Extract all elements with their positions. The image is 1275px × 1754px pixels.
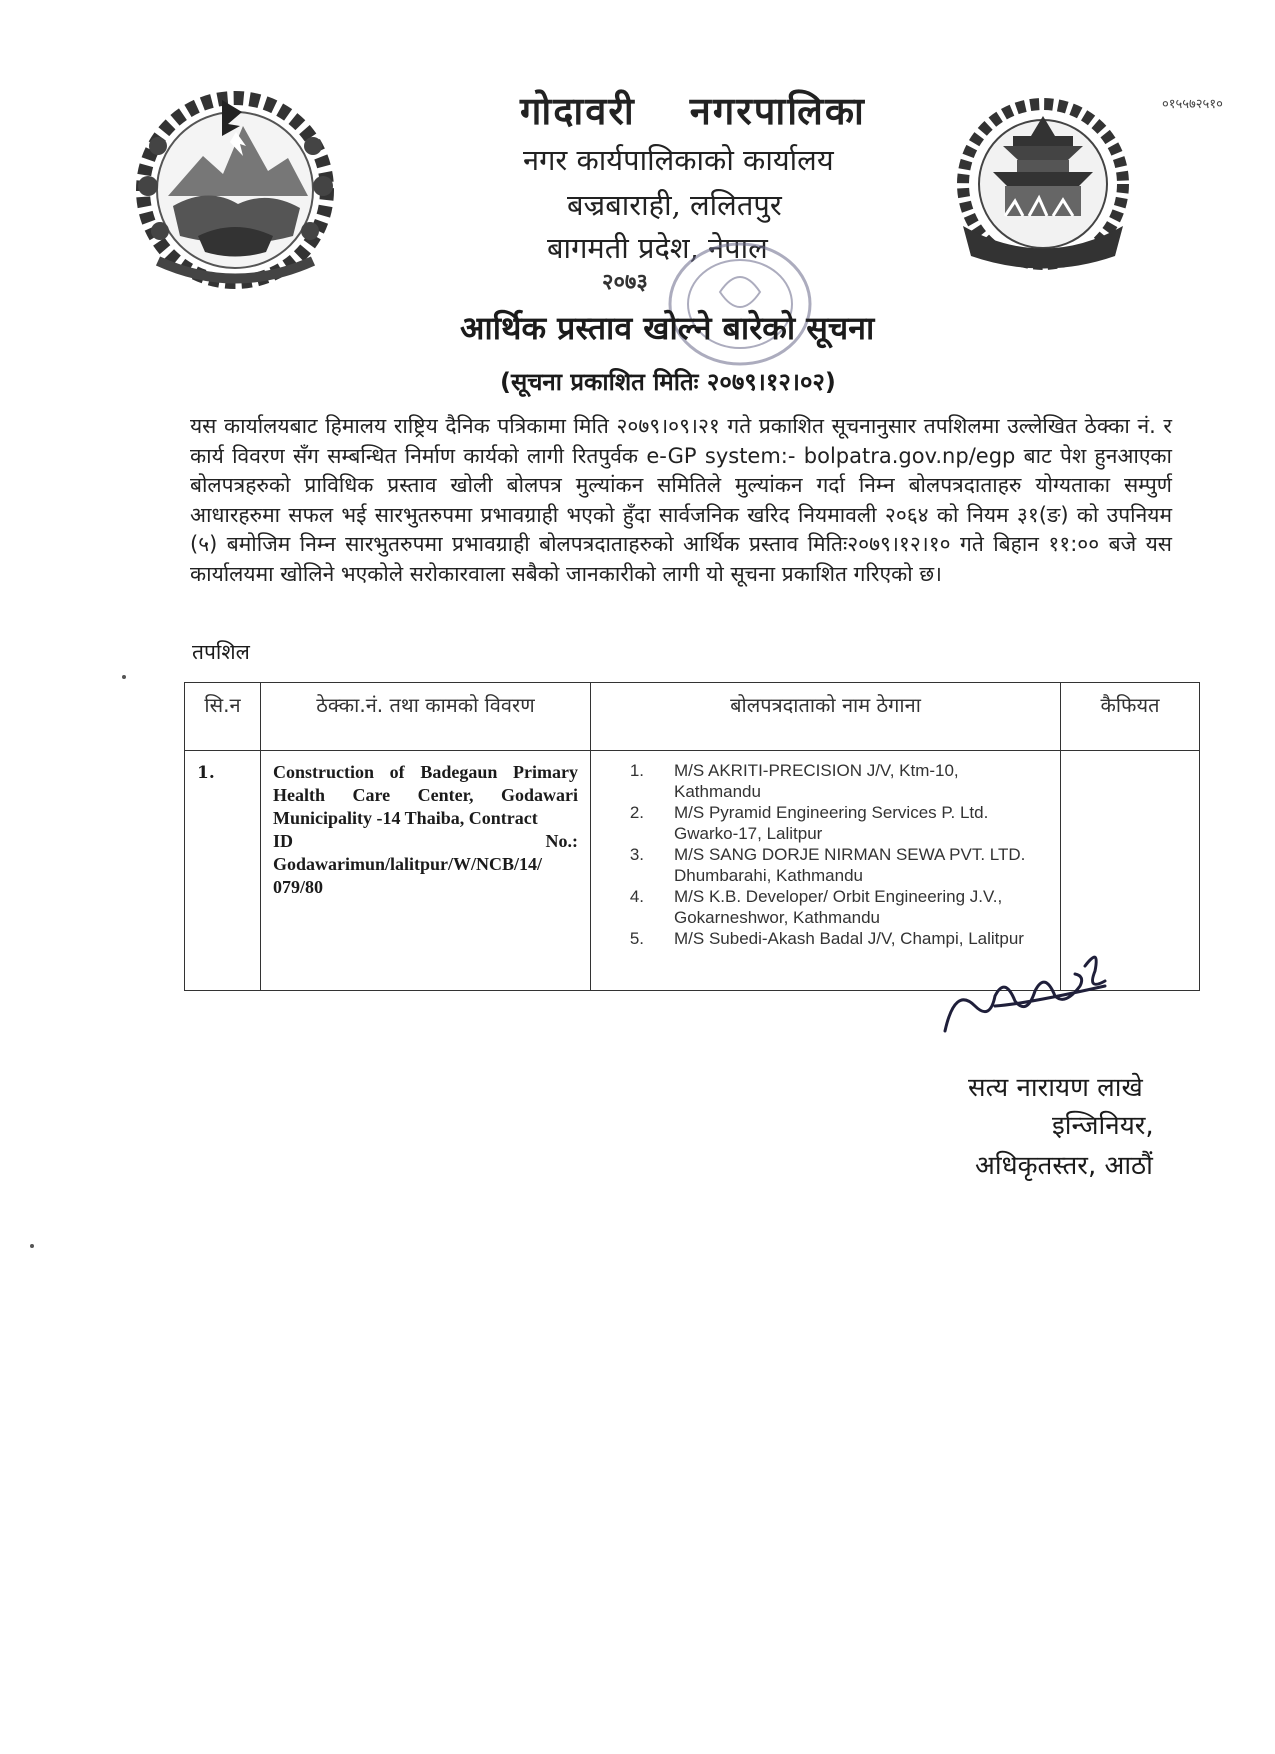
bidders-list	[592, 752, 1059, 957]
bidder-number: 5.	[629, 929, 644, 948]
province-country: बागमती प्रदेश, नेपाल	[547, 231, 768, 265]
municipality-name-word1: गोदावरी	[520, 88, 636, 133]
contract-id-line	[273, 830, 578, 853]
list-item	[592, 886, 1059, 928]
notice-published-date: (सूचना प्रकाशित मितिः २०७९।१२।०२)	[500, 368, 836, 396]
municipality-name	[520, 84, 866, 136]
list-item	[592, 844, 1059, 886]
nepal-government-emblem-icon	[128, 86, 343, 291]
signatory-level: अधिकृतस्तर, आठौं	[975, 1151, 1153, 1181]
column-header-remarks: कैफियत	[1061, 683, 1200, 751]
office-address: बज्रबाराही, ललितपुर	[567, 188, 782, 222]
bidder-number: 3.	[629, 845, 644, 864]
list-item	[592, 760, 1059, 802]
contract-no-label: No.:	[545, 831, 578, 851]
column-header-contract: ठेक्का.नं. तथा कामको विवरण	[261, 683, 591, 751]
established-year: २०७३	[602, 269, 648, 295]
scan-speck	[122, 675, 126, 679]
godawari-municipality-logo-icon	[943, 96, 1143, 271]
bidder-name: M/S K.B. Developer/ Orbit Engineering J.V., Gokarneshwor, Kathmandu	[674, 887, 1003, 927]
bidder-name: M/S AKRITI-PRECISION J/V, Ktm-10, Kathmandu	[674, 761, 959, 801]
bidder-name: M/S Pyramid Engineering Services P. Ltd. Gwarko-17, Lalitpur	[674, 803, 989, 843]
contract-title: Construction of Badegaun Primary Health Care Center, Godawari Municipality -14 Thaiba, Contract	[273, 762, 578, 828]
bidders-table	[184, 682, 1200, 991]
office-stamp-icon	[660, 232, 825, 372]
bidder-name: M/S Subedi-Akash Badal J/V, Champi, Lalitpur	[674, 929, 1024, 948]
row-sn: 1.	[185, 751, 261, 991]
office-name: नगर कार्यपालिकाको कार्यालय	[523, 143, 834, 177]
column-header-bidders: बोलपत्रदाताको नाम ठेगाना	[591, 683, 1061, 751]
municipality-name-word2: नगरपालिका	[689, 88, 866, 133]
notice-title: आर्थिक प्रस्ताव खोल्ने बारेको सूचना	[460, 309, 875, 347]
contract-number: Godawarimun/lalitpur/W/NCB/14/ 079/80	[273, 854, 543, 897]
signatory-name: सत्य नारायण लाखे	[968, 1073, 1143, 1103]
bidder-number: 4.	[629, 887, 644, 906]
bidder-name: M/S SANG DORJE NIRMAN SEWA PVT. LTD. Dhumbarahi, Kathmandu	[674, 845, 1026, 885]
bidder-number: 1.	[629, 761, 644, 780]
contract-id-label: ID	[273, 831, 294, 851]
table-header-row	[185, 683, 1200, 751]
reference-number: ०१५५७२५१०	[1162, 97, 1223, 112]
contract-description	[261, 751, 591, 991]
handwritten-signature-icon	[935, 946, 1125, 1046]
scan-speck	[30, 1244, 34, 1248]
list-item	[592, 802, 1059, 844]
bidder-number: 2.	[629, 803, 644, 822]
notice-body: यस कार्यालयबाट हिमालय राष्ट्रिय दैनिक पत्रिकामा मिति २०७९।०९।२१ गते प्रकाशित सूचनानुसार तपशिलमा उल्लेखित ठेक्का नं. र कार्य विवरण सँग सम्बन्धित निर्माण कार्यको लागी रितपुर्वक e-GP system:- bolpatra.gov.np/egp बाट पेश हुनआएका बोलपत्रहरुको प्राविधिक प्रस्ताव खोली बोलपत्र मुल्यांकन समितिले मुल्यांकन गर्दा निम्न बोलपत्रदाताहरु योग्यताका सम्पुर्ण आधारहरुमा सफल भई सारभुतरुपमा प्रभावग्राही भएको हुँदा सार्वजनिक खरिद नियमावली २०६४ को नियम ३१(ङ) को उपनियम (५) बमोजिम निम्न सारभुतरुपमा प्रभावग्राही बोलपत्रदाताहरुको आर्थिक प्रस्ताव मितिः२०७९।१२।१० गते बिहान ११:०० बजे यस कार्यालयमा खोलिने भएकोले सरोकारवाला सबैको जानकारीको लागी यो सूचना प्रकाशित गरिएको छ।	[190, 414, 1172, 586]
signatory-designation: इन्जिनियर,	[1052, 1111, 1154, 1141]
column-header-sn: सि.न	[185, 683, 261, 751]
details-heading: तपशिल	[192, 640, 250, 664]
